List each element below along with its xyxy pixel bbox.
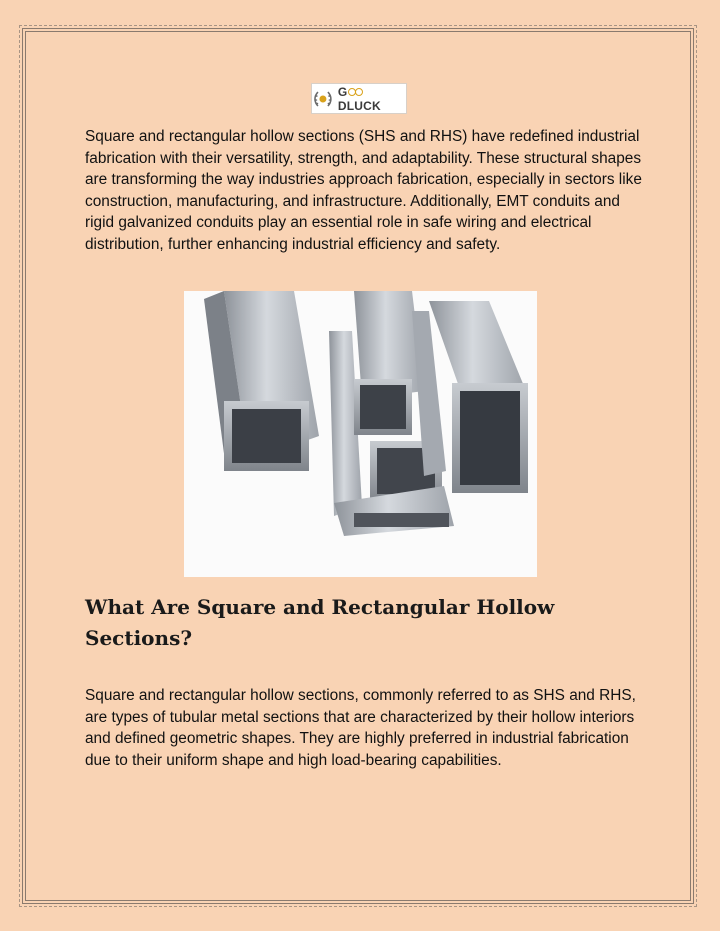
steel-tubes-illustration (184, 291, 537, 577)
logo-text: G DLUCK (337, 84, 381, 113)
intro-paragraph: Square and rectangular hollow sections (SHS and RHS) have redefined industrial fabrication with their versatility, strength, and adaptability. These structural shapes are transforming the way industries approach fabrication, especially in sectors like construction, manufacturing, and infrastructure. Additionally, EMT conduits and rigid galvanized conduits play an essential role in safe wiring and electrical distribution, further enhancing industrial efficiency and safety. (85, 128, 642, 253)
section-heading: What Are Square and Rectangular Hollow Sections? (85, 595, 555, 650)
steel-hollow-sections-photo (184, 291, 537, 577)
company-logo (311, 83, 407, 114)
logo-oo-glyph (348, 88, 363, 96)
laurel-wreath-icon (312, 88, 334, 110)
section-paragraph: Square and rectangular hollow sections, commonly referred to as SHS and RHS, are types of tubular metal sections that are characterized by their hollow interiors and defined geometric shapes. They are highly preferred in industrial fabrication due to their uniform shape and high load-bearing capabilities. (85, 687, 636, 769)
